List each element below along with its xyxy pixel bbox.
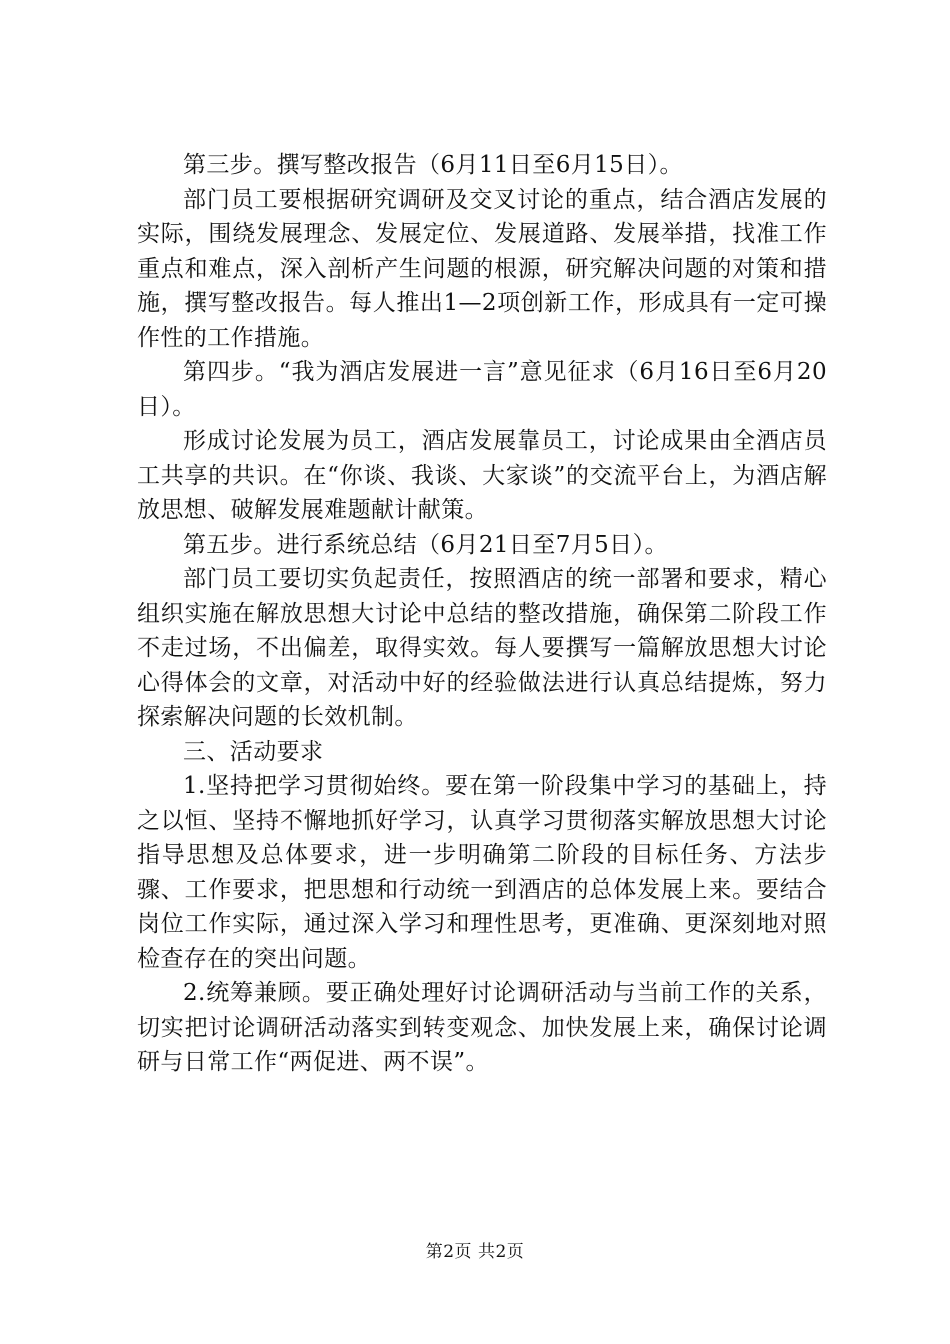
paragraph-step-three-detail: 部门员工要根据研究调研及交叉讨论的重点，结合酒店发展的实际，围绕发展理念、发展定位、发展道路、发展举措，找准工作重点和难点，深入剖析产生问题的根源，研究解决问题的对策和措施，撰写整改报告。每人推出1—2项创新工作，形成具有一定可操作性的工作措施。 bbox=[137, 186, 827, 351]
paragraph-step-four: 第四步。“我为酒店发展进一言”意见征求（6月16日至6月20日）。 bbox=[137, 359, 827, 420]
section-heading-requirements: 三、活动要求 bbox=[183, 738, 324, 765]
paragraph-requirement-2: 2.统筹兼顾。要正确处理好讨论调研活动与当前工作的关系，切实把讨论调研活动落实到转变观念、加快发展上来，确保讨论调研与日常工作“两促进、两不误”。 bbox=[137, 980, 827, 1075]
paragraph-step-four-detail: 形成讨论发展为员工，酒店发展靠员工，讨论成果由全酒店员工共享的共识。在“你谈、我谈、大家谈”的交流平台上，为酒店解放思想、破解发展难题献计献策。 bbox=[137, 428, 827, 523]
page-number-footer: 第2页 共2页 bbox=[425, 1242, 525, 1262]
document-body bbox=[137, 148, 827, 1080]
paragraph-step-three: 第三步。撰写整改报告（6月11日至6月15日）。 bbox=[183, 152, 683, 178]
paragraph-requirement-1: 1.坚持把学习贯彻始终。要在第一阶段集中学习的基础上，持之以恒、坚持不懈地抓好学习，认真学习贯彻落实解放思想大讨论指导思想及总体要求，进一步明确第二阶段的目标任务、方法步骤、工作要求，把思想和行动统一到酒店的总体发展上来。要结合岗位工作实际，通过深入学习和理性思考，更准确、更深刻地对照检查存在的突出问题。 bbox=[137, 773, 827, 972]
paragraph-step-five: 第五步。进行系统总结（6月21日至7月5日）。 bbox=[183, 531, 668, 558]
paragraph-step-five-detail: 部门员工要切实负起责任，按照酒店的统一部署和要求，精心组织实施在解放思想大讨论中总结的整改措施，确保第二阶段工作不走过场，不出偏差，取得实效。每人要撰写一篇解放思想大讨论心得体会的文章，对活动中好的经验做法进行认真总结提炼，努力探索解决问题的长效机制。 bbox=[137, 566, 827, 730]
